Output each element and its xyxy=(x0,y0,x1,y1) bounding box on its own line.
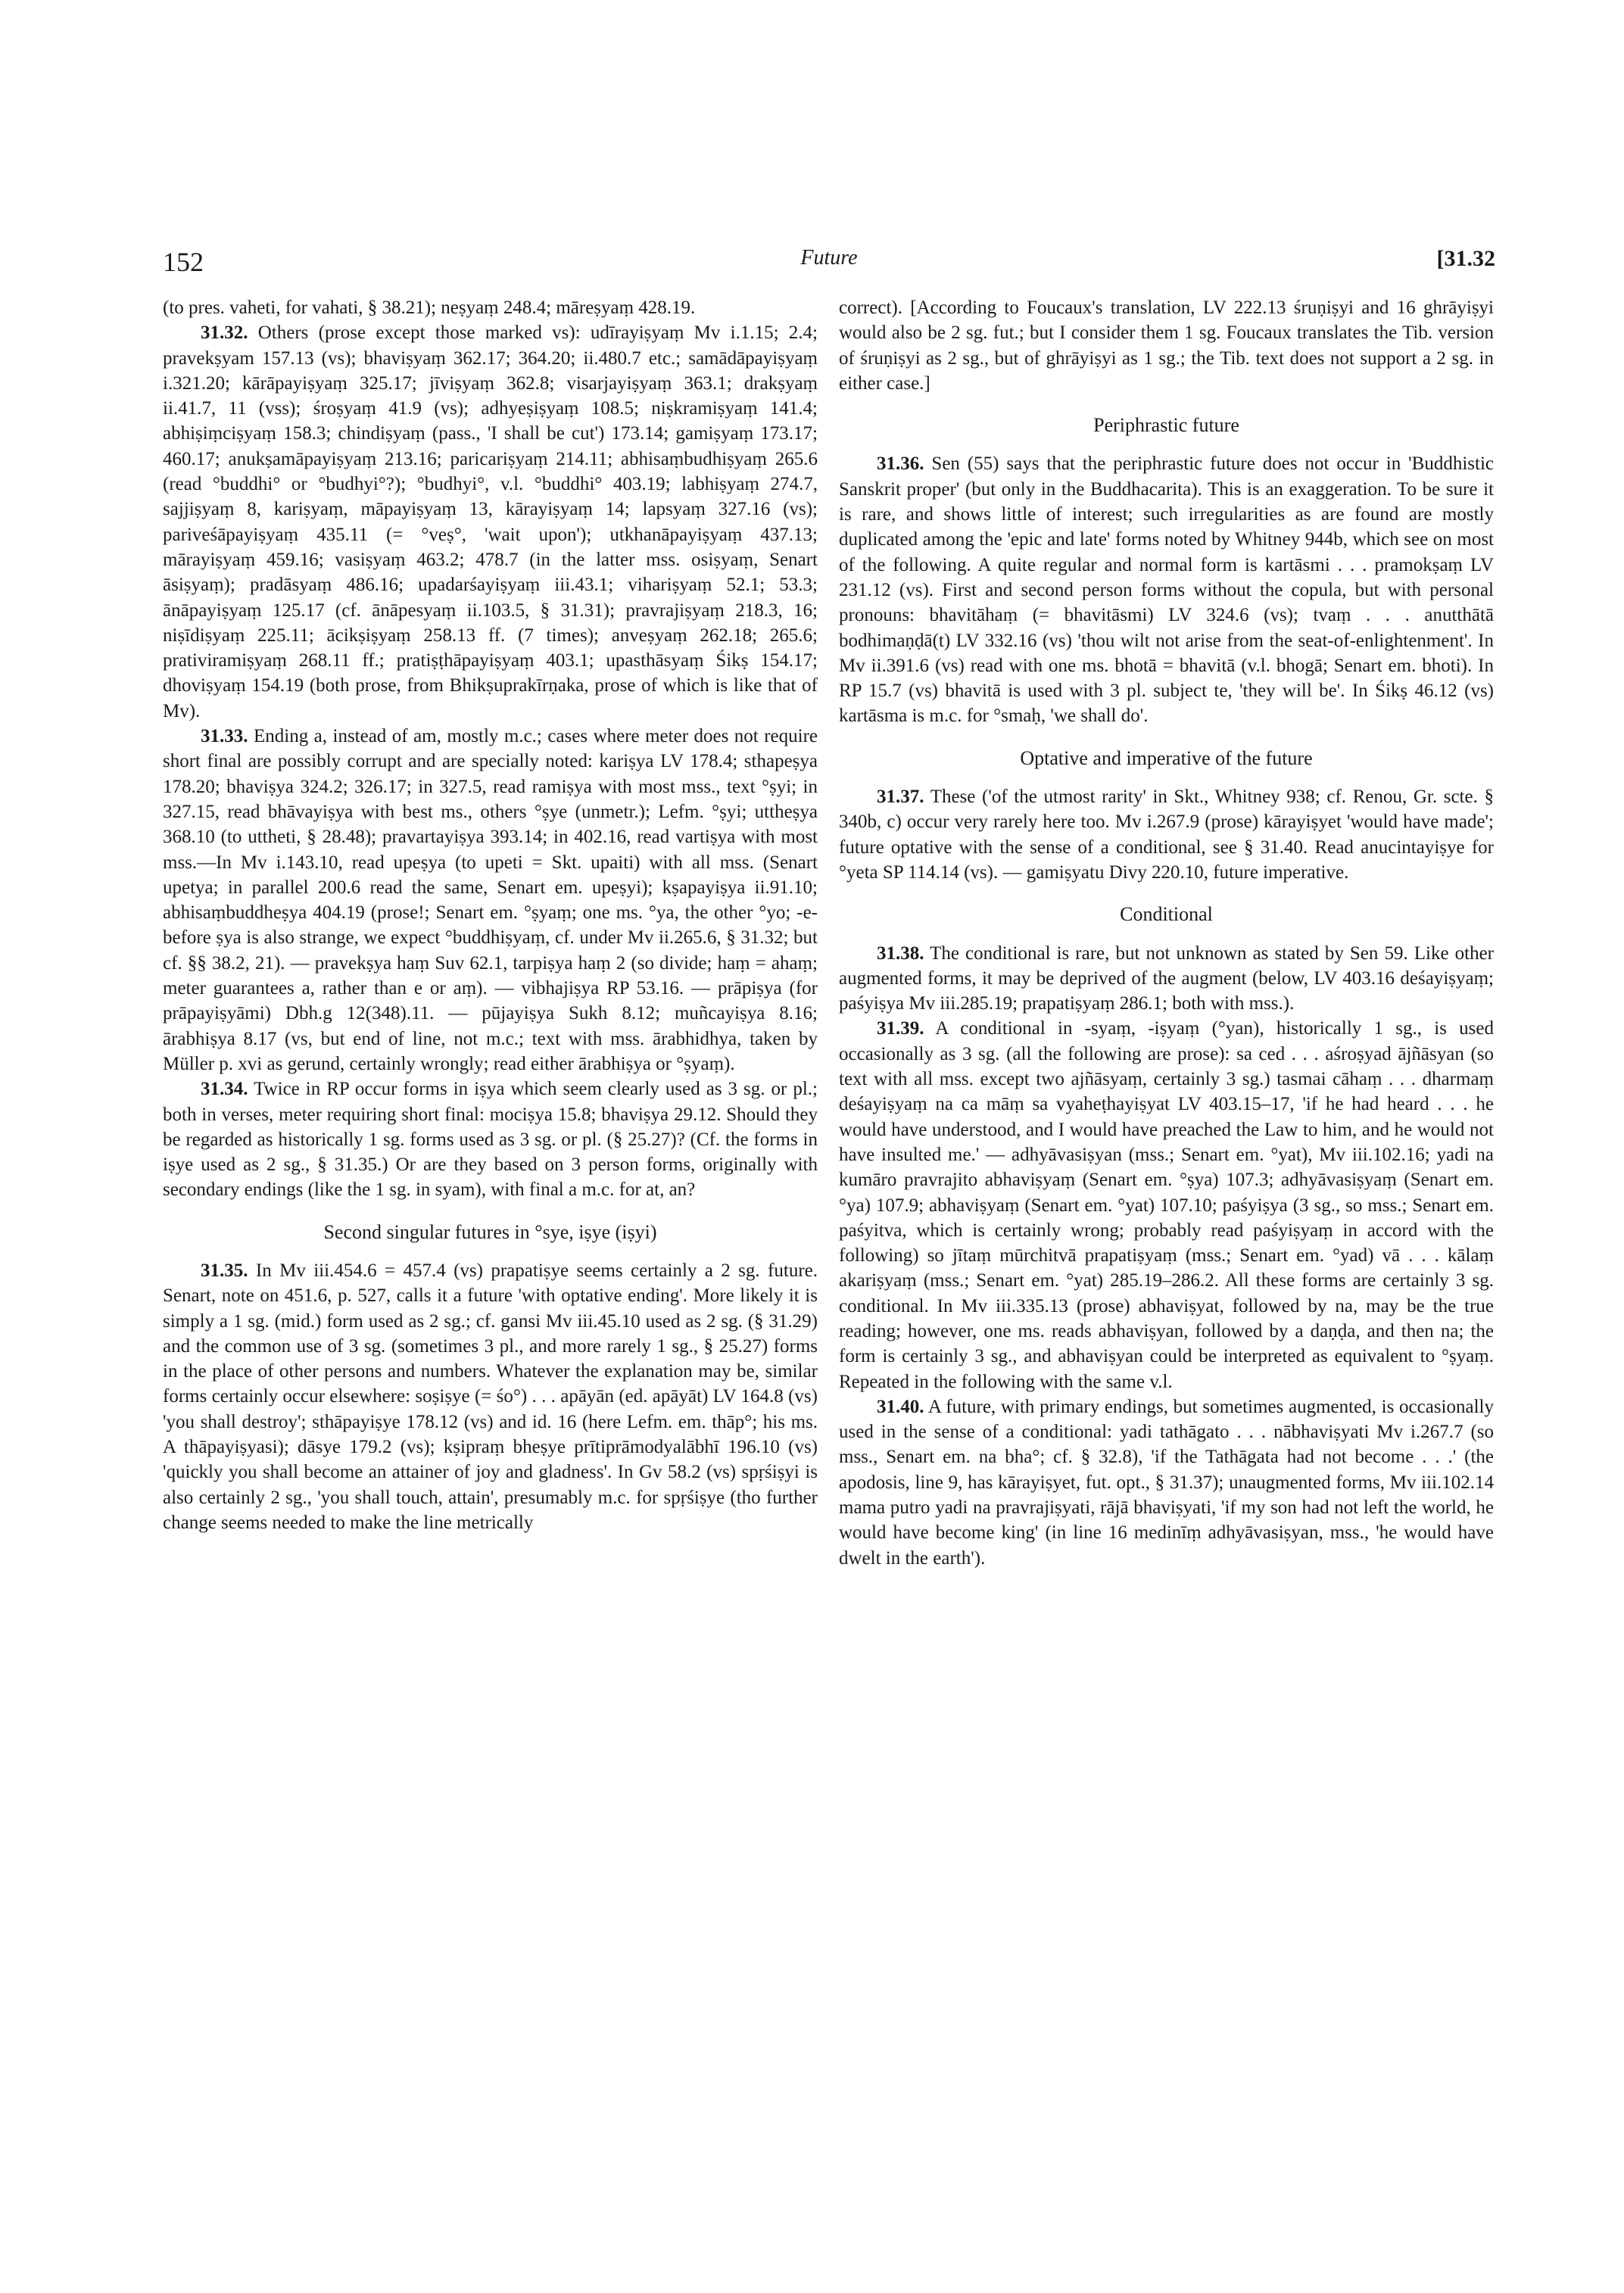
section-number: 31.35. xyxy=(201,1260,248,1281)
left-column xyxy=(163,295,818,1535)
paragraph-31-37: 31.37. These ('of the utmost rarity' in Skt., Whitney 938; cf. Renou, Gr. scte. § 340b, c) occur very rarely here too. Mv i.267.9 (prose) kārayiṣyet 'would have made'; future optative with the sense of a conditional, see § 31.40. Read anucintayiṣye for °yeta SP 114.14 (vs). — gamiṣyatu Divy 220.10, future imperative. xyxy=(839,787,1494,883)
running-head xyxy=(163,246,1495,284)
section-number: 31.40. xyxy=(877,1396,924,1417)
paragraph: correct). [According to Foucaux's translation, LV 222.13 śruṇiṣyi and 16 ghrāyiṣyi would also be 2 sg. fut.; but I consider them 1 sg. Foucaux translates the Tib. version of śruṇiṣyi as 2 sg., but of ghrāyiṣyi as 1 sg.; the Tib. text does not support a 2 sg. in either case.] xyxy=(839,298,1494,394)
page-number: 152 xyxy=(163,247,204,277)
section-number: 31.37. xyxy=(877,787,924,808)
section-number: 31.38. xyxy=(877,942,924,964)
paragraph-31-38: 31.38. The conditional is rare, but not unknown as stated by Sen 59. Like other augmented forms, it may be deprived of the augment (below, LV 403.16 deśayiṣyaṃ; paśyiṣya Mv iii.285.19; prapatiṣyaṃ 286.1; both with mss.). xyxy=(839,942,1494,1014)
paragraph-31-33: 31.33. Ending a, instead of am, mostly m.c.; cases where meter does not require short final are possibly corrupt and are specially noted: kariṣya LV 178.4; sthapeṣya 178.20; bhaviṣya 324.2; 326.17; in 327.5, read ramiṣya with most mss., text °ṣyi; in 327.15, read bhāvayiṣya with best ms., others °ṣye (unmetr.); Lefm. °ṣyi; uttheṣya 368.10 (to uttheti, § 28.48); pravartayiṣya 393.14; in 402.16, read vartiṣya with most mss.—In Mv i.143.10, read upeṣya (to upeti = Skt. upaiti) with all mss. (Senart upetya; in parallel 200.6 read the same, Senart em. upeṣyi); kṣapayiṣya ii.91.10; abhisaṃbuddheṣya 404.19 (prose!; Senart em. °ṣyaṃ; one ms. °ya, the other °yo; -e- before ṣya is also strange, we expect °buddhiṣyaṃ, cf. under Mv ii.265.6, § 31.32; but cf. §§ 38.2, 21). — pravekṣya haṃ Suv 62.1, tarpiṣya haṃ 2 (so divide; haṃ = ahaṃ; meter guarantees a, rather than e or aṃ). — vibhajiṣya RP 53.16. — prāpiṣya (for prāpayiṣyāmi) Dbh.g 12(348).11. — pūjayiṣya Sukh 8.12; muñcayiṣya 8.16; ārabhiṣya 8.17 (vs, but end of line, not m.c.; text with mss. ārabhidhya, taken by Müller p. xvi as gerund, certainly wrongly; read either ārabhiṣya or °ṣyaṃ). xyxy=(163,726,818,1074)
section-number: 31.33. xyxy=(201,726,248,747)
paragraph: (to pres. vaheti, for vahati, § 38.21); neṣyaṃ 248.4; māreṣyaṃ 428.19. xyxy=(163,298,696,318)
section-heading: Conditional xyxy=(1120,903,1213,926)
section-number: 31.39. xyxy=(877,1018,924,1039)
paragraph-31-40: 31.40. A future, with primary endings, but sometimes augmented, is occasionally used in the sense of a conditional: yadi tathāgato . . . nābhaviṣyati Mv i.267.7 (so mss., Senart em. na bha°; cf. § 32.8), 'if the Tathāgata had not become . . .' (the apodosis, line 9, has kārayiṣyet, fut. opt., § 31.37); unaugmented forms, Mv iii.102.14 mama putro yadi na pravrajiṣyati, rājā bhaviṣyati, 'if my son had not left the world, he would have become king' (in line 16 medinīṃ adhyāvasiṣyan, mss., 'he would have dwelt in the earth'). xyxy=(839,1396,1494,1569)
paragraph-31-32: 31.32. Others (prose except those marked vs): udīrayiṣyaṃ Mv i.1.15; 2.4; pravekṣyam 157.13 (vs); bhaviṣyaṃ 362.17; 364.20; ii.480.7 etc.; samādāpayiṣyaṃ i.321.20; kārāpayiṣyaṃ 325.17; jīviṣyaṃ 362.8; visarjayiṣyaṃ 363.1; drakṣyaṃ ii.41.7, 11 (vss); śroṣyaṃ 41.9 (vs); adhyeṣiṣyaṃ 108.5; niṣkramiṣyaṃ 141.4; abhiṣiṃciṣyaṃ 158.3; chindiṣyaṃ (pass., 'I shall be cut') 173.14; gamiṣyaṃ 173.17; 460.17; anukṣamāpayiṣyaṃ 213.16; paricariṣyaṃ 214.11; abhisaṃbudhiṣyaṃ 265.6 (read °buddhi° or °budhyi°?); °budhyi°, v.l. °buddhi° 403.19; labhiṣyaṃ 274.7, sajjiṣyaṃ 8, kariṣyaṃ, māpayiṣyaṃ 13, kārayiṣyaṃ 14; lapsyaṃ 327.16 (vs); pariveśāpayiṣyaṃ 435.11 (= °veṣ°, 'wait upon'); utkhanāpayiṣyaṃ 437.13; mārayiṣyaṃ 459.16; vasiṣyaṃ 463.2; 478.7 (in the latter mss. osiṣyaṃ, Senart āsiṣyaṃ); pradāsyaṃ 486.16; upadarśayiṣyaṃ iii.43.1; vihariṣyaṃ 52.1; 53.3; ānāpayiṣyaṃ 125.17 (cf. ānāpesyaṃ ii.103.5, § 31.31); pravrajiṣyaṃ 218.3, 16; niṣīdiṣyaṃ 225.11; ācikṣiṣyaṃ 258.13 ff. (7 times); anveṣyaṃ 262.18; 265.6; prativiramiṣyaṃ 268.11 ff.; pratiṣṭhāpayiṣyaṃ 403.1; upasthāsyaṃ Śikṣ 154.17; dhoviṣyaṃ 154.19 (both prose, from Bhikṣuprakīrṇaka, prose of which is like that of Mv). xyxy=(163,322,818,721)
running-title: Future xyxy=(800,246,858,269)
section-number: 31.34. xyxy=(201,1079,248,1100)
section-number: 31.32. xyxy=(201,322,248,344)
section-reference: [31.32 xyxy=(1436,246,1495,271)
section-heading: Optative and imperative of the future xyxy=(1020,746,1313,769)
paragraph-31-36: 31.36. Sen (55) says that the periphrastic future does not occur in 'Buddhistic Sanskrit proper' (but only in the Buddhacarita). This is an exaggeration. To be sure it is rare, and shows little of interest; such irregularities as are found are mostly duplicated among the 'epic and late' forms noted by Whitney 944b, which see on most of the following. A quite regular and normal form is kartāsmi . . . pramokṣaṃ LV 231.12 (vs). First and second person forms without the copula, but with personal pronouns: bhavitāhaṃ (= bhavitāsmi) LV 324.6 (vs); tvaṃ . . . anutthātā bodhimaṇḍā(t) LV 332.16 (vs) 'thou wilt not arise from the seat-of-enlightenment'. In Mv ii.391.6 (vs) read with one ms. bhotā = bhavitā (v.l. bhogā; Senart em. bhoti). In RP 15.7 (vs) bhavitā is used with 3 pl. subject te, 'they will be'. In Śikṣ 46.12 (vs) kartāsma is m.c. for °smaḥ, 'we shall do'. xyxy=(839,453,1494,727)
section-heading: Second singular futures in °sye, iṣye (iṣyi) xyxy=(323,1220,657,1243)
section-number: 31.36. xyxy=(877,453,924,475)
right-column xyxy=(839,295,1494,1571)
paragraph-31-39: 31.39. A conditional in -syaṃ, -iṣyaṃ (°yan), historically 1 sg., is used occasionally as 3 sg. (all the following are prose): sa ced . . . aśroṣyad ājñāsyan (so text with all mss. except two ajñāsyaṃ, certainly 3 sg.) tasmai cāhaṃ . . . dharmaṃ deśayiṣyaṃ na ca māṃ sa vyaheṭhayiṣyat LV 403.15–17, 'if he had heard . . . he would have understood, and I would have preached the Law to him, and he would not have insulted me.' — adhyāvasiṣyan (mss.; Senart em. °yat), Mv iii.102.16; yadi na kumāro pravrajito abhaviṣyaṃ (Senart em. °ṣya) 107.3; adhyāvasiṣyaṃ (Senart em. °ya) 107.9; abhaviṣyaṃ (Senart em. °yat) 107.10; paśyiṣya (3 sg., so mss.; Senart em. paśyitva, which is certainly wrong; probably read paśyiṣyaṃ in accord with the following) so jītaṃ mūrchitvā prapatiṣyaṃ (mss.; Senart em. °yad) vā . . . kālaṃ akariṣyaṃ (mss.; Senart em. °yat) 285.19–286.2. All these forms are certainly 3 sg. conditional. In Mv iii.335.13 (prose) abhaviṣyat, followed by na, may be the true reading; however, one ms. reads abhaviṣyan, followed by a daṇḍa, and then na; the form is certainly 3 sg., and abhaviṣyan could be interpreted as equivalent to °ṣyaṃ. Repeated in the following with the same v.l. xyxy=(839,1018,1495,1392)
paragraph-31-34: 31.34. Twice in RP occur forms in iṣya which seem clearly used as 3 sg. or pl.; both in verses, meter requiring short final: mociṣya 15.8; bhaviṣya 29.12. Should they be regarded as historically 1 sg. forms used as 3 sg. or pl. (§ 25.27)? (Cf. the forms in iṣye used as 2 sg., § 31.35.) Or are they based on 3 person forms, originally with secondary endings (like the 1 sg. in syam), with final a m.c. for at, an? xyxy=(163,1079,818,1201)
paragraph-31-35: 31.35. In Mv iii.454.6 = 457.4 (vs) prapatiṣye seems certainly a 2 sg. future. Senart, note on 451.6, p. 527, calls it a future 'with optative ending'. More likely it is simply a 1 sg. (mid.) form used as 2 sg.; cf. gansi Mv iii.45.10 used as 2 sg. (§ 31.29) and the common use of 3 sg. (sometimes 3 pl., and more rarely 1 sg., § 25.27) forms in the place of other persons and numbers. Whatever the explanation may be, similar forms certainly occur elsewhere: soṣiṣye (= śo°) . . . apāyān (ed. apāyāt) LV 164.8 (vs) 'you shall destroy'; sthāpayiṣye 178.12 (vs) and id. 16 (here Lefm. em. thāp°; his ms. A thāpayiṣyasi); dāsye 179.2 (vs); kṣipraṃ bheṣye prītiprāmodyalābhī 196.10 (vs) 'quickly you shall become an attainer of joy and gladness'. In Gv 58.2 (vs) spṛśiṣyi is also certainly 2 sg., 'you shall touch, attain', presumably m.c. for spṛśiṣye (tho further change seems needed to make the line metrically xyxy=(163,1260,818,1533)
section-heading: Periphrastic future xyxy=(1093,414,1239,437)
